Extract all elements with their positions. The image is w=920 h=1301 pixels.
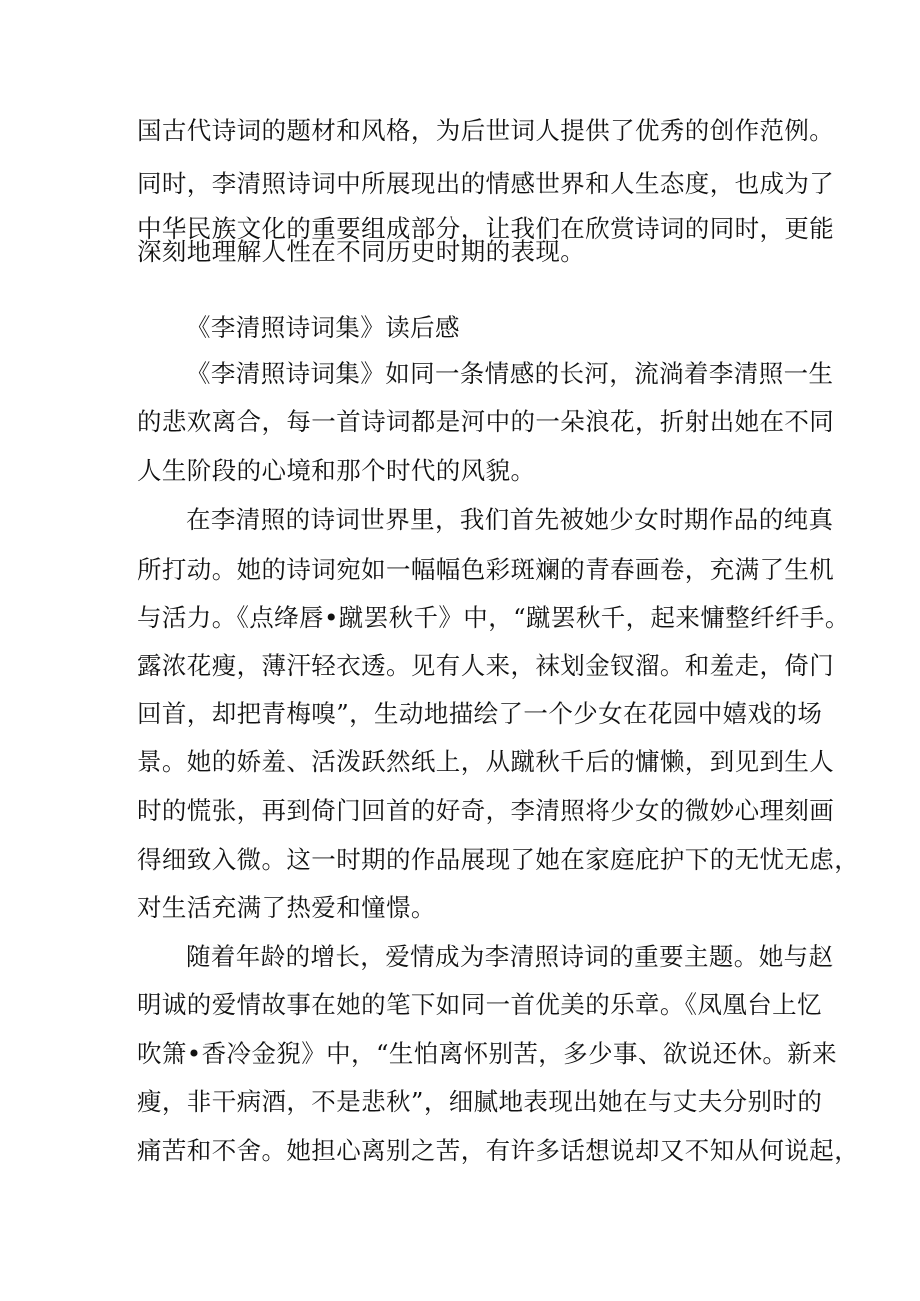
paragraph-2-line-2: 所打动。她的诗词宛如一幅幅色彩斑斓的青春画卷，充满了生机 <box>137 555 835 584</box>
paragraph-3-line-2: 明诚的爱情故事在她的笔下如同一首优美的乐章。《凤凰台上忆 <box>137 990 822 1019</box>
paragraph-2-line-6: 景。她的娇羞、活泼跃然纸上，从蹴秋千后的慵懒，到见到生人 <box>137 747 835 776</box>
essay-title: 《李清照诗词集》读后感 <box>186 313 460 342</box>
paragraph-3-line-1: 随着年龄的增长，爱情成为李清照诗词的重要主题。她与赵 <box>186 942 834 971</box>
paragraph-2-line-4: 露浓花瘦，薄汗轻衣透。见有人来，袜划金钗溜。和羞走，倚门 <box>137 651 835 680</box>
text-line-4: 深刻地理解人性在不同历史时期的表现。 <box>137 237 586 266</box>
paragraph-3-line-3: 吹箫•香冷金猊》中，“生怕离怀别苦，多少事、欲说还休。新来 <box>137 1039 838 1068</box>
paragraph-2-line-8: 得细致入微。这一时期的作品展现了她在家庭庇护下的无忧无虑， <box>137 845 860 874</box>
text-line-3: 中华民族文化的重要组成部分，让我们在欣赏诗词的同时，更能 <box>137 214 835 243</box>
paragraph-2-line-7: 时的慌张，再到倚门回首的好奇，李清照将少女的微妙心理刻画 <box>137 796 835 825</box>
paragraph-3-line-4: 瘦，非干病酒，不是悲秋”，细腻地表现出她在与丈夫分别时的 <box>137 1087 823 1116</box>
paragraph-2-line-1: 在李清照的诗词世界里，我们首先被她少女时期作品的纯真 <box>186 505 834 534</box>
paragraph-2-line-3: 与活力。《点绛唇•蹴罢秋千》中，“蹴罢秋千，起来慵整纤纤手。 <box>137 603 850 632</box>
paragraph-3-line-5: 痛苦和不舍。她担心离别之苦，有许多话想说却又不知从何说起， <box>137 1136 860 1165</box>
paragraph-2-line-5: 回首，却把青梅嗅”，生动地描绘了一个少女在花园中嬉戏的场 <box>137 699 823 728</box>
text-line-2: 同时，李清照诗词中所展现出的情感世界和人生态度，也成为了 <box>137 169 835 198</box>
paragraph-1-line-1: 《李清照诗词集》如同一条情感的长河，流淌着李清照一生 <box>186 359 834 388</box>
paragraph-1-line-2: 的悲欢离合，每一首诗词都是河中的一朵浪花，折射出她在不同 <box>137 407 835 436</box>
paragraph-1-line-3: 人生阶段的心境和那个时代的风貌。 <box>137 456 536 485</box>
paragraph-2-line-9: 对生活充满了热爱和憧憬。 <box>137 893 436 922</box>
text-line-1: 国古代诗词的题材和风格，为后世词人提供了优秀的创作范例。 <box>137 116 835 145</box>
